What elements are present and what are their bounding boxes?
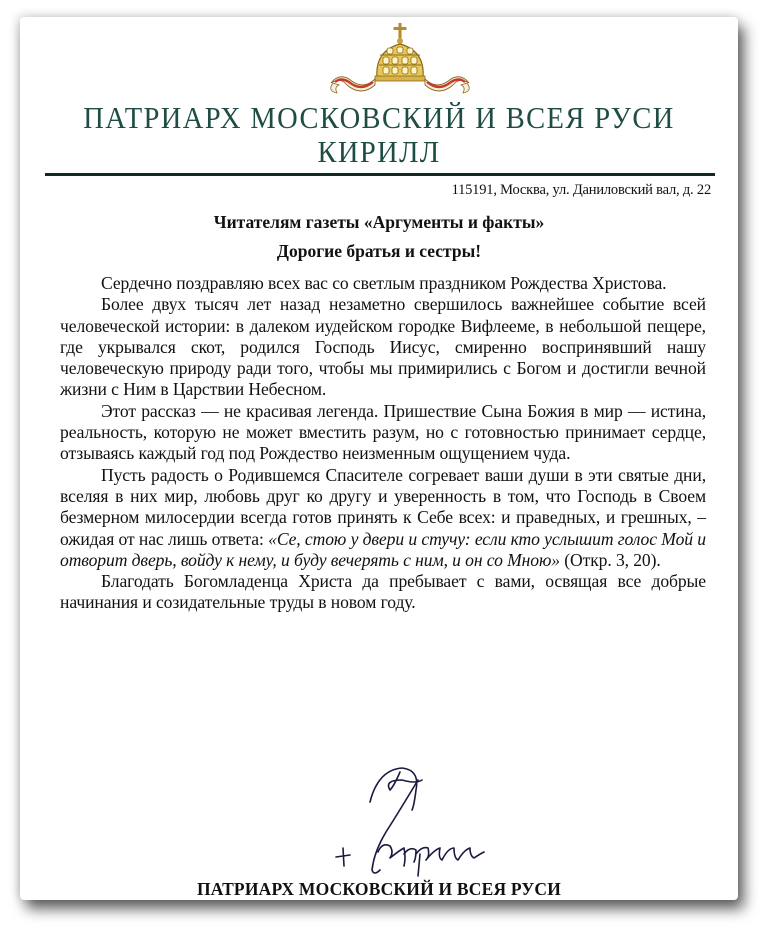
signatory-title: ПАТРИАРХ МОСКОВСКИЙ И ВСЕЯ РУСИ [196,879,562,899]
greeting-line: Дорогие братья и сестры! [276,241,482,261]
letterhead-address: 115191, Москва, ул. Даниловский вал, д. 22 [451,182,711,198]
scripture-reference: (Откр. 3, 20). [559,549,661,570]
patriarchal-mitre-crown-icon [325,21,475,97]
letterhead-divider [45,173,715,176]
letterhead-title: ПАТРИАРХ МОСКОВСКИЙ И ВСЕЯ РУСИ [83,100,675,135]
addressee-line: Читателям газеты «Аргументы и факты» [213,212,545,232]
paragraph-text: Пусть радость о Родившемся Спасителе согревает ваши души в эти святые дни, вселяя в них мир, любовь друг ко другу и уверенность в том, что Господь в Своем безмерном милосердии всегда готов принять к Себе всех: и праведных, и грешных, – ожидая от нас лишь ответа: [60,464,706,549]
paragraph: Этот рассказ — не красивая легенда. Пришествие Сына Божия в мир — истина, реальность, которую не может вместить разум, но с готовностью принимает сердце, отзываясь каждый год под Рождество неизменным ощущением чуда. [60,400,706,464]
paragraph: Сердечно поздравляю всех вас со светлым праздником Рождества Христова. [101,273,667,293]
handwritten-signature-icon [320,750,510,880]
paragraph [60,465,706,571]
letter-body [60,273,706,614]
letter-page [20,17,738,900]
paragraph: Благодать Богомладенца Христа да пребывает с вами, освящая все добрые начинания и созидательные труды в новом году. [60,571,706,613]
paragraph: Более двух тысяч лет назад незаметно свершилось важнейшее событие всей человеческой истории: в далеком иудейском городке Вифлееме, в небольшой пещере, где укрывался скот, родился Господь Иисус, смиренно воспринявший нашу человеческую природу ради того, чтобы мы примирились с Богом и достигли вечной жизни с Ним в Царствии Небесном. [60,294,706,400]
scripture-quote: «Се, стою у двери и стучу: если кто услышит голос Мой и отворит дверь, войду к нему, и буду вечерять с ним, и он со Мною» [60,528,707,570]
letterhead-name: КИРИЛЛ [317,134,441,169]
